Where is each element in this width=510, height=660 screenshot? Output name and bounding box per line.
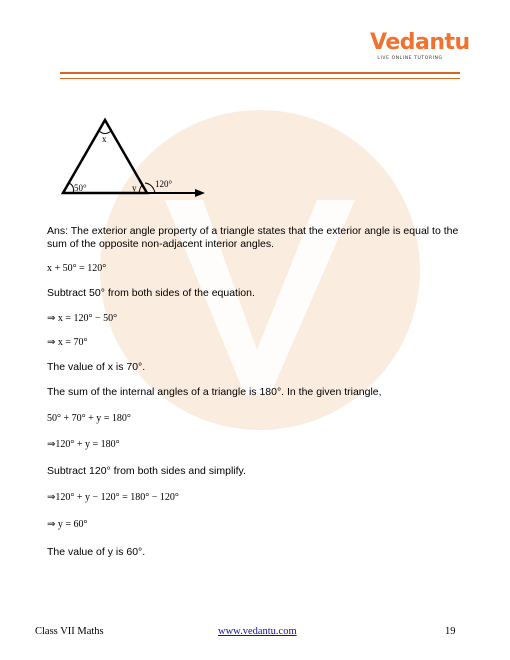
- header-divider: [60, 72, 460, 79]
- equation-1: x + 50° = 120°: [47, 263, 107, 274]
- instruction-2: Subtract 120° from both sides and simplify.: [47, 465, 246, 477]
- answer-intro: [47, 225, 467, 251]
- ans-prefix: Ans:: [47, 225, 69, 237]
- footer-website-link[interactable]: www.vedantu.com: [218, 626, 297, 637]
- angle-y-label: y: [132, 183, 137, 193]
- ans-text: The exterior angle property of a triangle states that the exterior angle is equal to the sum of the opposite non-adjacent interior angles.: [47, 225, 459, 250]
- equation-4: 50° + 70° + y = 180°: [47, 413, 131, 424]
- equation-3: ⇒ x = 70°: [47, 337, 88, 348]
- footer-class-label: Class VII Maths: [35, 626, 104, 637]
- triangle-figure: [55, 115, 215, 205]
- exterior-angle-label: 120°: [155, 179, 173, 189]
- angle-50-label: 50°: [74, 183, 87, 193]
- result-y: The value of y is 60°.: [47, 546, 146, 558]
- equation-5: ⇒120° + y = 180°: [47, 439, 120, 450]
- logo-tagline: LIVE ONLINE TUTORING: [377, 56, 443, 61]
- angle-x-label: x: [102, 134, 107, 144]
- footer-page-number: 19: [445, 626, 456, 637]
- equation-2: ⇒ x = 120° − 50°: [47, 313, 118, 324]
- equation-6: ⇒120° + y − 120° = 180° − 120°: [47, 492, 179, 503]
- vedantu-logo: [370, 30, 470, 61]
- angle-sum-statement: The sum of the internal angles of a triangle is 180°. In the given triangle,: [47, 386, 382, 398]
- result-x: The value of x is 70°.: [47, 361, 146, 373]
- instruction-1: Subtract 50° from both sides of the equation.: [47, 287, 255, 299]
- equation-7: ⇒ y = 60°: [47, 519, 88, 530]
- logo-wordmark: Vedantu: [370, 30, 470, 55]
